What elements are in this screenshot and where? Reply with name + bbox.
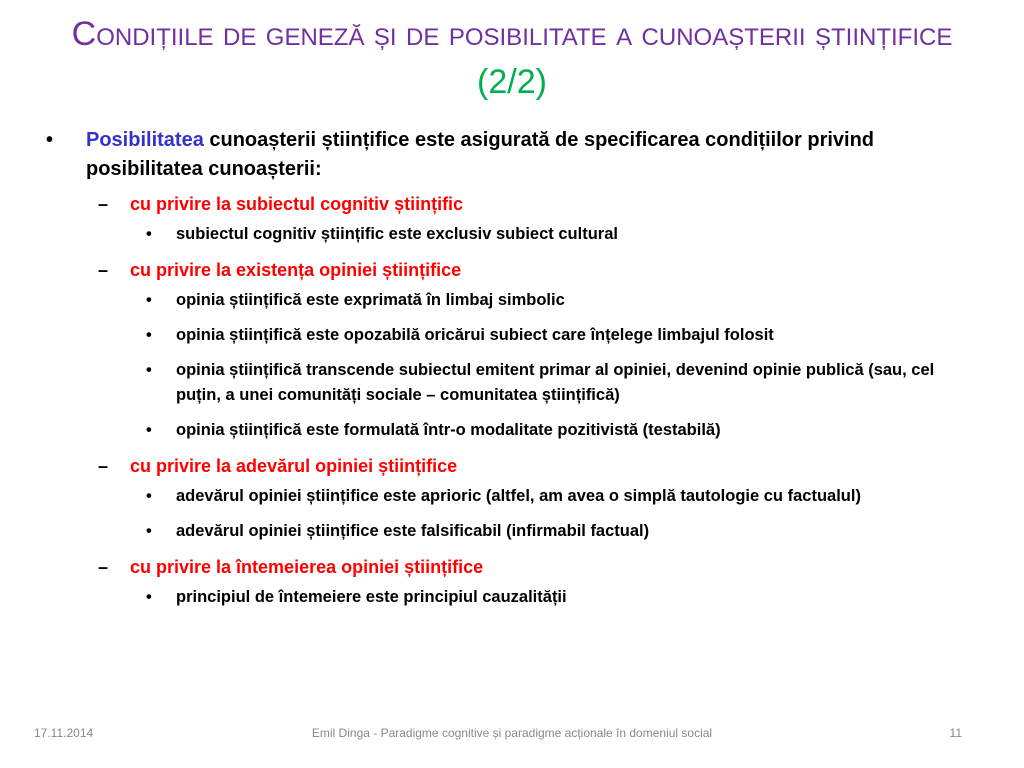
list-item-text: subiectul cognitiv științific este exclusiv subiect cultural xyxy=(176,225,618,243)
intro-highlight: Posibilitatea xyxy=(86,129,204,151)
dash-icon: – xyxy=(98,557,109,577)
list-item xyxy=(42,222,982,247)
bullet-icon: • xyxy=(146,361,152,379)
bullet-icon: • xyxy=(146,291,152,309)
dash-icon: – xyxy=(98,456,109,476)
slide-title-main: Condițiile de geneză și de posibilitate a cunoașterii științifice xyxy=(71,15,953,53)
section-heading xyxy=(42,191,982,217)
intro-bullet xyxy=(42,126,982,184)
bullet-icon: • xyxy=(146,522,152,540)
bullet-icon: • xyxy=(46,129,54,151)
list-item-text: opinia științifică este exprimată în limbaj simbolic xyxy=(176,291,565,309)
section-heading xyxy=(42,554,982,580)
footer-date: 17.11.2014 xyxy=(34,726,94,740)
list-item xyxy=(42,288,982,313)
bullet-icon: • xyxy=(146,225,152,243)
bullet-icon: • xyxy=(146,326,152,344)
intro-text: cunoașterii științifice este asigurată de specificarea condițiilor privind posibilitatea cunoașterii: xyxy=(86,129,875,180)
list-item-text: opinia științifică este opozabilă oricărui subiect care înțelege limbajul folosit xyxy=(176,326,774,344)
section-heading-text: cu privire la existența opiniei științifice xyxy=(130,260,462,280)
section-heading-text: cu privire la adevărul opiniei științifice xyxy=(130,456,458,476)
bullet-icon: • xyxy=(146,487,152,505)
bullet-icon: • xyxy=(146,421,152,439)
bullet-icon: • xyxy=(146,588,152,606)
slide-title-part: (2/2) xyxy=(477,63,547,101)
dash-icon: – xyxy=(98,194,109,214)
page-number: 11 xyxy=(949,726,962,740)
footer-title: Emil Dinga - Paradigme cognitive și paradigme acționale în domeniul social xyxy=(311,726,713,740)
slide-title xyxy=(60,10,964,106)
list-item xyxy=(42,323,982,348)
list-item xyxy=(42,519,982,544)
list-item-text: principiul de întemeiere este principiul cauzalității xyxy=(176,588,567,606)
section-heading xyxy=(42,257,982,283)
list-item-text: opinia științifică transcende subiectul emitent primar al opiniei, devenind opinie publică (sau, cel puțin, a unei comunități sociale – comunitatea științifică) xyxy=(176,361,935,404)
list-item xyxy=(42,484,982,509)
list-item-text: opinia științifică este formulată într-o modalitate pozitivistă (testabilă) xyxy=(176,421,721,439)
list-item-text: adevărul opiniei științifice este aprioric (altfel, am avea o simplă tautologie cu factualul) xyxy=(176,487,861,505)
list-item xyxy=(42,358,982,408)
list-item-text: adevărul opiniei științifice este falsificabil (infirmabil factual) xyxy=(176,522,650,540)
section-heading-text: cu privire la subiectul cognitiv științific xyxy=(130,194,464,214)
section-heading xyxy=(42,453,982,479)
slide-content xyxy=(42,126,982,620)
section-heading-text: cu privire la întemeierea opiniei științifice xyxy=(130,557,484,577)
list-item xyxy=(42,585,982,610)
dash-icon: – xyxy=(98,260,109,280)
list-item xyxy=(42,418,982,443)
